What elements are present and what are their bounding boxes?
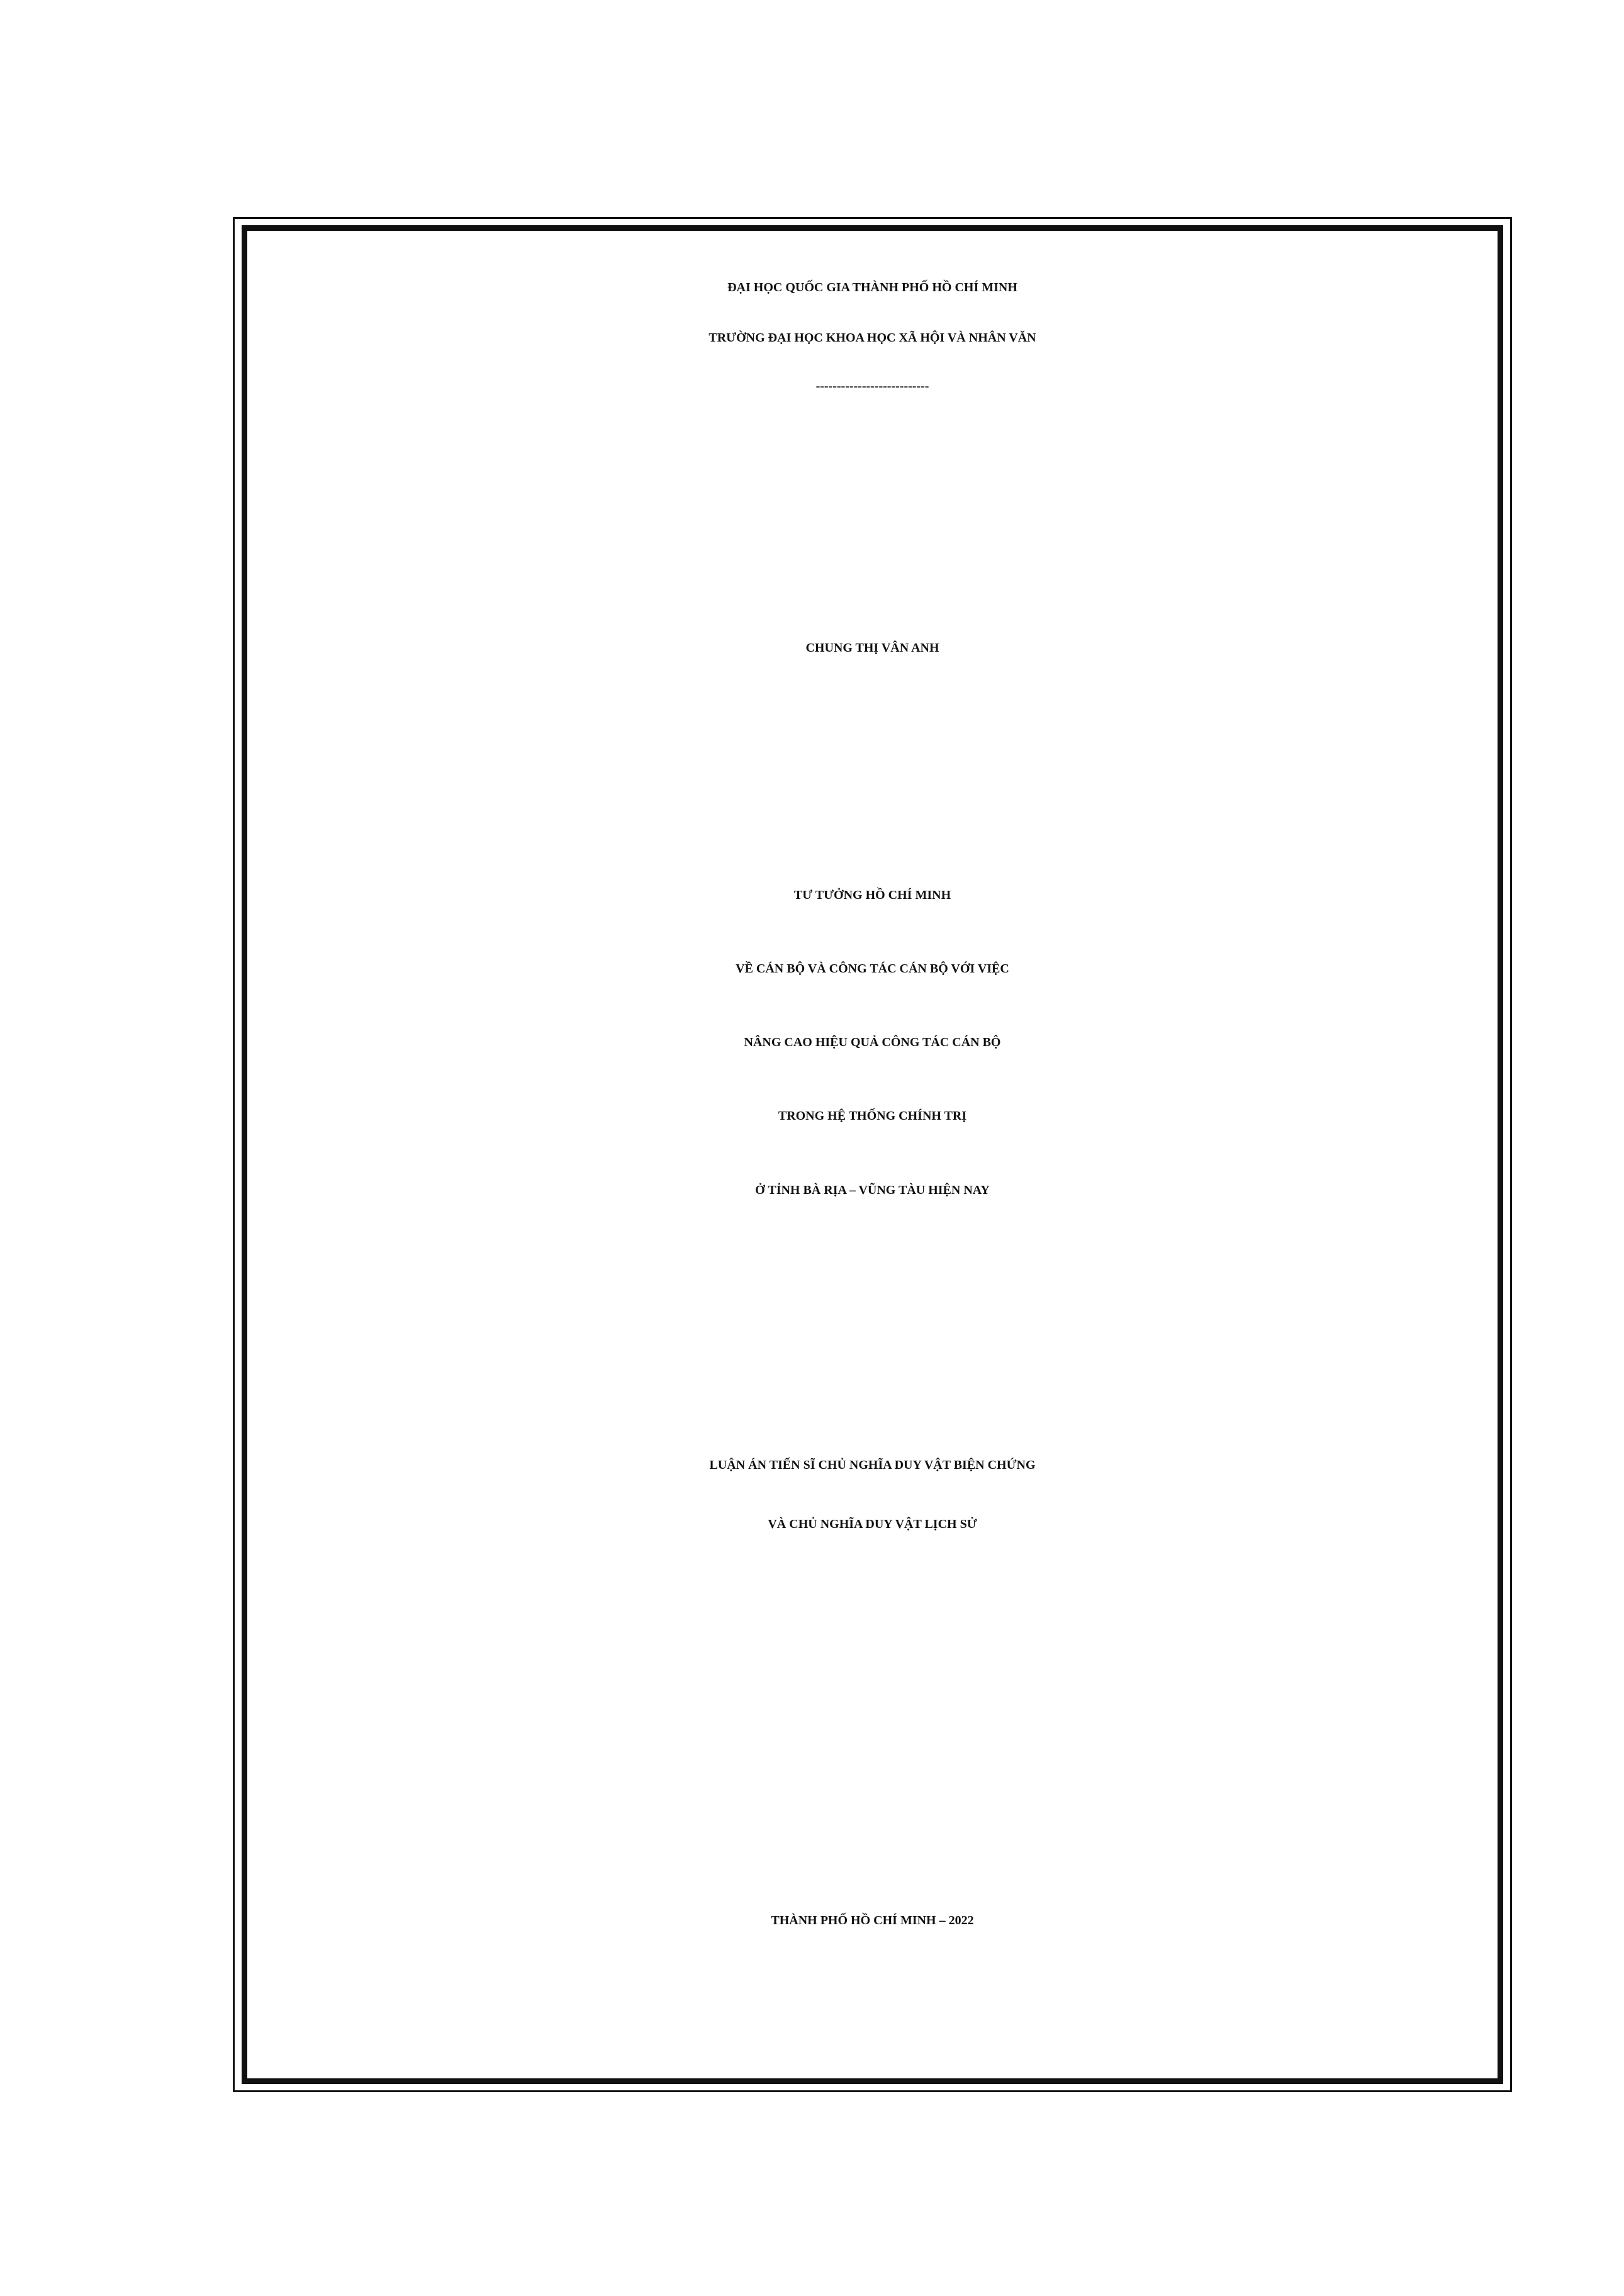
university-name: ĐẠI HỌC QUỐC GIA THÀNH PHỐ HỒ CHÍ MINH <box>727 281 1017 294</box>
thesis-title-line-1: TƯ TƯỞNG HỒ CHÍ MINH <box>793 888 951 902</box>
school-name: TRƯỜNG ĐẠI HỌC KHOA HỌC XÃ HỘI VÀ NHÂN VĂN <box>708 331 1036 345</box>
author-name: CHUNG THỊ VÂN ANH <box>805 641 939 655</box>
thesis-title-line-2: VỀ CÁN BỘ VÀ CÔNG TÁC CÁN BỘ VỚI VIỆC <box>736 962 1009 976</box>
thesis-title-line-3: NÂNG CAO HIỆU QUẢ CÔNG TÁC CÁN BỘ <box>744 1035 1001 1049</box>
place-and-year: THÀNH PHỐ HỒ CHÍ MINH – 2022 <box>771 1914 974 1927</box>
header-divider: --------------------------- <box>815 379 929 393</box>
thesis-title-line-4: TRONG HỆ THỐNG CHÍNH TRỊ <box>778 1109 967 1123</box>
degree-line-1: LUẬN ÁN TIẾN SĨ CHỦ NGHĨA DUY VẬT BIỆN CHỨNG <box>709 1458 1036 1472</box>
thesis-title-line-5: Ở TỈNH BÀ RỊA – VŨNG TÀU HIỆN NAY <box>755 1183 990 1197</box>
degree-line-2: VÀ CHỦ NGHĨA DUY VẬT LỊCH SỬ <box>768 1517 977 1531</box>
page-border-inner <box>242 225 1503 2084</box>
